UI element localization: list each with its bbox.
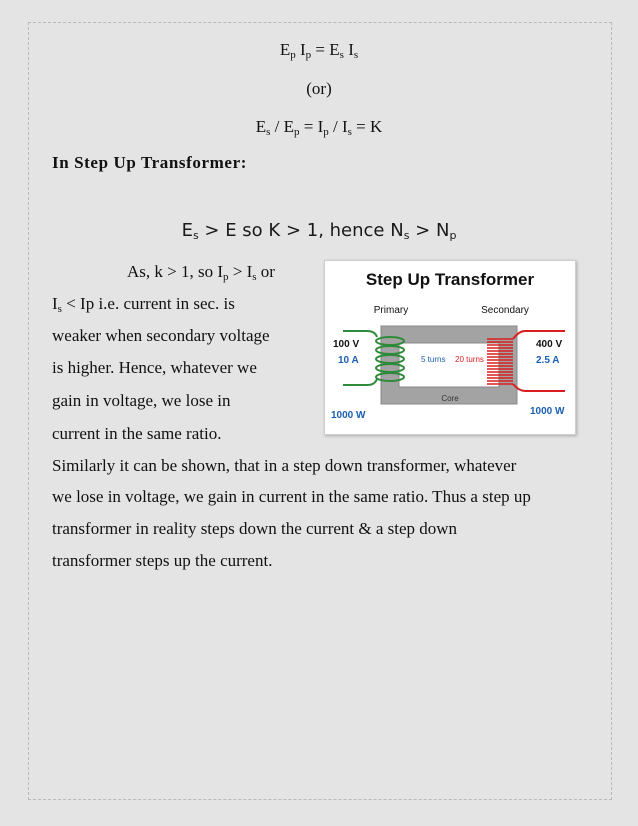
equation-ratio: $E_s / E_p = I_p / I_s = K$ [255,117,383,138]
secondary-turns: 20 turns [455,355,484,364]
transformer-svg [325,261,575,434]
paragraph-line-9: transformer in reality steps down the current & a step down [52,519,458,538]
primary-power: 1000 W [331,410,366,421]
paragraph-line-1: As, k > 1, so $I_p > I_s$ or [127,262,275,283]
primary-current: 10 A [338,355,359,366]
primary-label: Primary [373,305,409,316]
paragraph-line-8: we lose in voltage, we gain in current in the same ratio. Thus a step up [52,487,531,506]
step-up-condition: $E_s > E$ so K > 1, hence $N_s > N_p$ [181,220,457,242]
secondary-voltage: 400 V [536,339,563,350]
secondary-label: Secondary [481,305,529,316]
equation-power-balance: $E_p$ $I_p = E_s$ $I_s$ [279,40,359,61]
primary-voltage: 100 V [333,339,360,350]
figure-title: Step Up Transformer [365,270,535,289]
paragraph-line-7: Similarly it can be shown, that in a step down transformer, whatever [52,456,517,475]
paragraph-line-5: gain in voltage, we lose in [52,391,231,410]
paragraph-line-6: current in the same ratio. [52,424,222,443]
primary-turns: 5 turns [421,355,446,364]
secondary-power: 1000 W [530,406,565,417]
paragraph-line-3: weaker when secondary voltage [52,326,270,345]
secondary-current: 2.5 A [536,355,560,366]
equation-or: (or) [306,79,332,98]
step-up-transformer-diagram [324,260,576,435]
core-label: Core [441,394,459,403]
paragraph-line-4: is higher. Hence, whatever we [52,358,257,377]
paragraph-line-2: $I_s < Ip$ i.e. current in sec. is [52,294,235,315]
section-heading: In Step Up Transformer: [52,153,247,172]
paragraph-line-10: transformer steps up the current. [52,551,273,570]
